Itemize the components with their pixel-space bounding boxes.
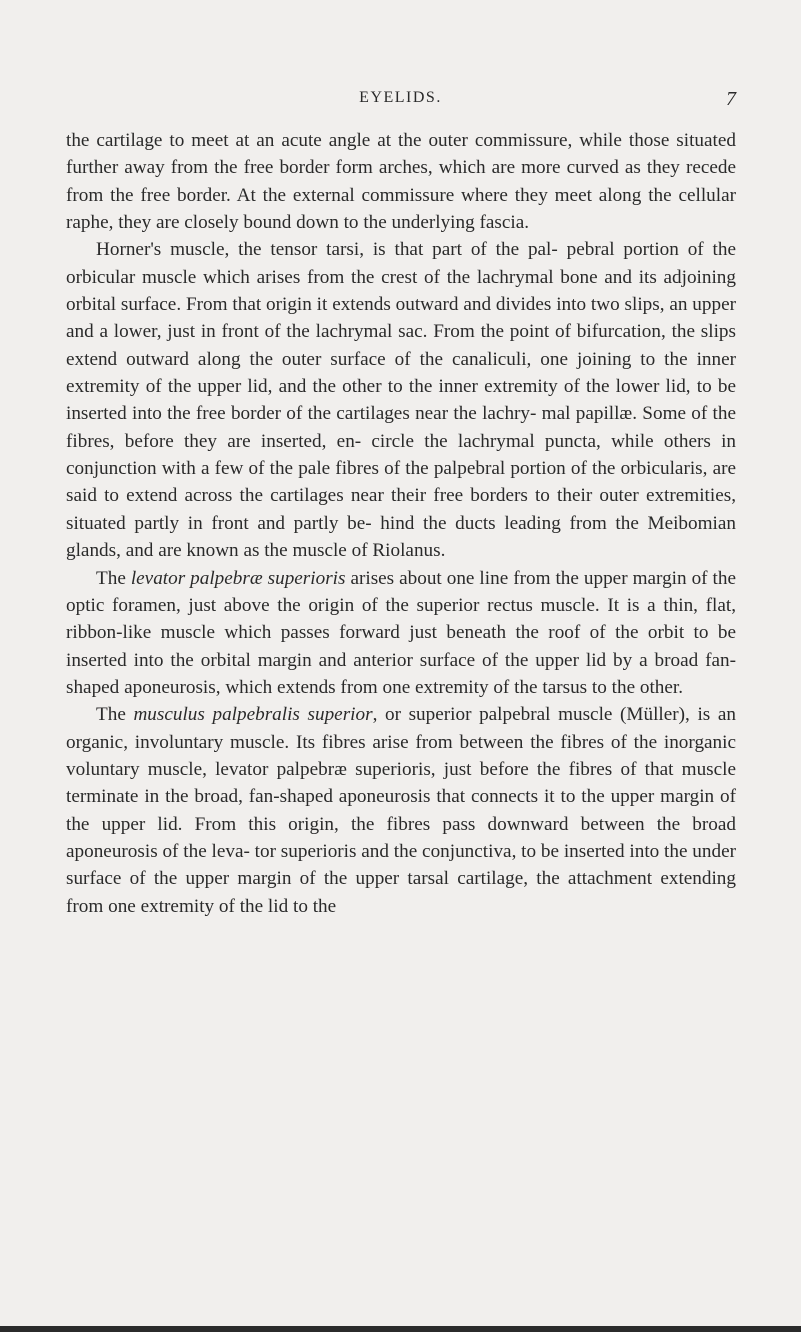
page-header <box>0 89 801 111</box>
paragraph-horners-muscle <box>66 236 736 564</box>
body-text <box>66 127 736 920</box>
italic-term: levator palpebræ superioris <box>130 567 346 589</box>
paragraph-text: the cartilage to meet at an acute angle at the outer commissure, while those situated further away from the free border form arches, which are more curved as they recede from the free border. At the external commissure where they meet along the cellular raphe, they are closely bound down to the underlying fascia. <box>66 130 736 234</box>
page-bottom-edge <box>0 1326 801 1332</box>
paragraph-cartilage-continuation <box>66 127 736 236</box>
paragraph-text: Horner's muscle, the tensor tarsi, is that part of the pal- pebral portion of the orbicular muscle which arises from the crest of the lachrymal bone and its adjoining orbital surface. From that origin it extends outward and divides into two slips, an upper and a lower, just in front of the lachrymal sac. From the point of bifurcation, the slips extend outward along the outer surface of the canaliculi, one joining to the inner extremity of the upper lid, and the other to the inner extremity of the lower lid, to be inserted into the free border of the cartilages near the lachry- mal papillæ. Some of the fibres, before they are inserted, en- circle the lachrymal puncta, while others in conjunction with a few of the pale fibres of the palpebral portion of the orbicularis, are said to extend across the cartilages near their free borders to their outer extremities, situated partly in front and partly be- hind the ducts leading from the Meibomian glands, and are known as the muscle of Riolanus. <box>66 239 736 562</box>
paragraph-musculus-palpebralis <box>66 701 736 920</box>
italic-term: musculus palpebralis superior <box>133 704 373 726</box>
paragraph-text: arises about one line from the upper margin of the optic foramen, just above the origin of the superior rectus muscle. It is a thin, flat, ribbon-like muscle which passes forward just beneath the roof of the orbit to be inserted into the orbital margin and anterior surface of the upper lid by a broad fan-shaped aponeurosis, which extends from one extremity of the tarsus to the other. <box>66 567 736 698</box>
running-head: EYELIDS. <box>359 89 442 106</box>
paragraph-lead: The <box>96 567 131 589</box>
paragraph-levator-palpebrae <box>66 565 736 702</box>
paragraph-text: , or superior palpebral muscle (Müller), is an organic, involuntary muscle. Its fibres arise from between the fibres of the inorganic voluntary muscle, levator palpebræ superioris, just before the fibres of that muscle terminate in the broad, fan-shaped aponeurosis that connects it to the upper margin of the upper lid. From this origin, the fibres pass downward between the broad aponeurosis of the leva- tor superioris and the conjunctiva, to be inserted into the under surface of the upper margin of the upper tarsal cartilage, the attachment extending from one extremity of the lid to the <box>66 704 736 917</box>
paragraph-lead: The <box>96 704 134 726</box>
page-number: 7 <box>726 88 736 110</box>
